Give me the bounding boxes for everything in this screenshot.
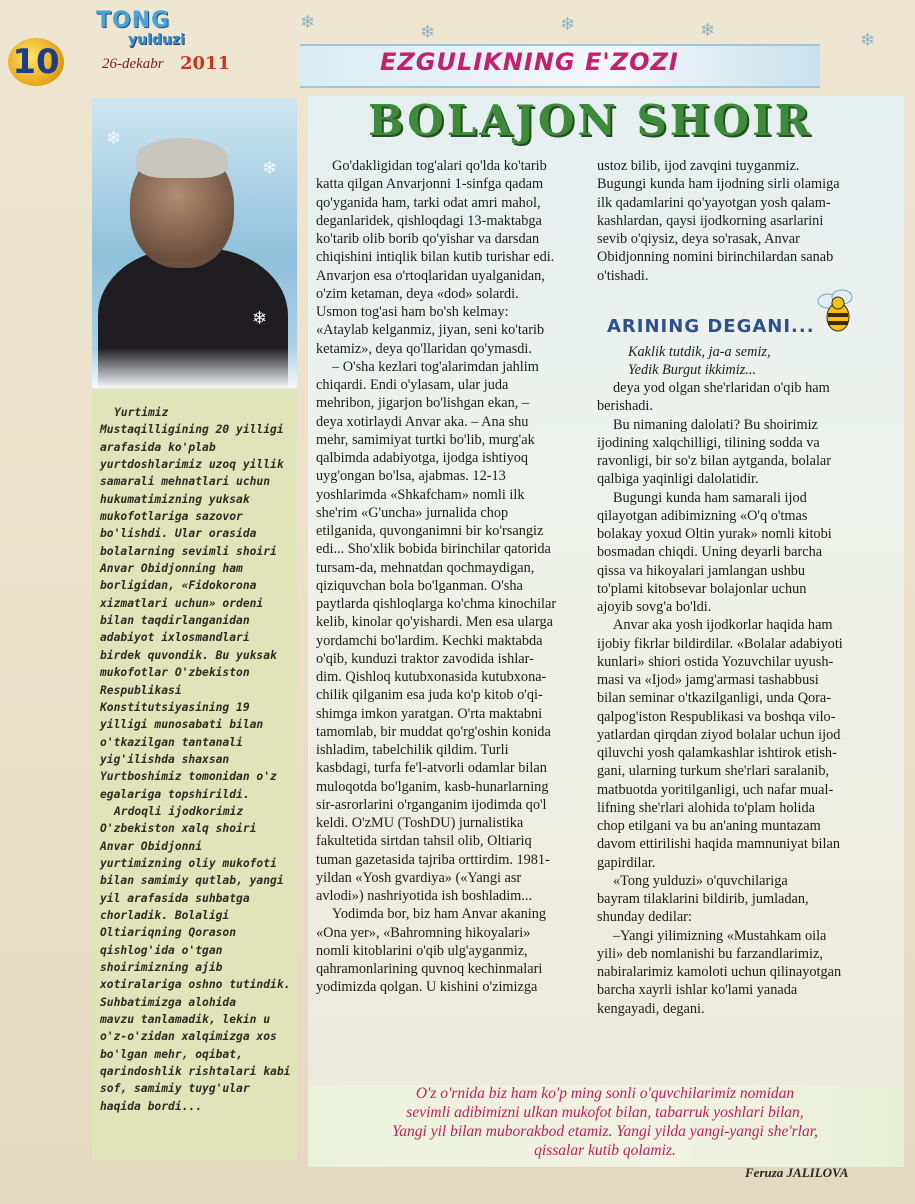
snowflake-icon: ❄ <box>300 12 316 32</box>
page-number: 10 <box>8 38 64 86</box>
article-line: matbuotda yoritilganligi, uch nafar mual- <box>597 781 834 798</box>
intro-line: mukofotlariga sazovor <box>100 510 243 524</box>
intro-line: Oltiariqning Qorason <box>100 926 237 940</box>
article-line: «Ataylab kelganmiz, jiyan, seni ko'tarib <box>316 322 545 339</box>
article-line: qalpog'iston Respublikasi va boshqa vilo- <box>597 708 836 725</box>
article-line: qalbiga yaqinligi dalolatidir. <box>597 471 759 488</box>
article-line: bayram tilaklarini bildirib, jumladan, <box>597 891 809 907</box>
intro-line: yurtdoshlarimiz uzoq yillik <box>100 458 284 472</box>
poem-line: Kaklik tutdik, ja-a semiz, <box>628 344 771 360</box>
article-line: yordamchi bo'lardim. Kechki maktabda <box>316 632 543 649</box>
intro-line: bilan samimiy qutlab, yangi <box>100 874 284 888</box>
article-line: muloqotda bo'lganim, kasb-hunarlarning <box>316 778 549 795</box>
article-line: –Yangi yilimizning «Mustahkam oila <box>613 927 827 944</box>
intro-line: Yurtimiz <box>114 406 169 419</box>
closing-line: O'z o'rnida biz ham ko'p ming sonli o'quvchilarimiz nomidan <box>415 1085 795 1102</box>
issue-date: 26-dekabr <box>102 56 164 72</box>
article-title: BOLAJON SHOIR <box>368 96 813 145</box>
article-line: o'zim ketaman, deya «dod» solardi. <box>316 285 519 302</box>
logo-yulduzi: yulduzi <box>128 32 185 48</box>
intro-line: Respublikasi <box>100 683 182 697</box>
article-line: qiziquvchan bola bo'lganman. O'sha <box>316 577 523 594</box>
article-line: nomli kitoblarini o'qib ulg'ayganmiz, <box>316 942 528 959</box>
article-line: bilan seminar o'tkazilganligi, unda Qora- <box>597 690 832 707</box>
article-line: Usmon tog'asi ham bo'sh kelmay: <box>316 304 509 320</box>
article-line: to'plami kitobsevar bolajonlar uchun <box>597 580 807 597</box>
snowflake-icon: ❄ <box>106 128 122 148</box>
article-line: chiqishini intiqlik bilan kutib turishar edi. <box>316 249 555 266</box>
article-column-2-top <box>597 157 897 285</box>
article-line: tursam-da, mehnatdan qochmaydigan, <box>316 559 535 576</box>
article-line: yatlardan qirqdan ziyod bolalar uchun ijod <box>597 726 841 743</box>
article-line: paytlarda qishloqlarga ko'chma kinochilar <box>316 596 557 612</box>
article-line: kasbdagi, turfa fe'l-atvorli odamlar bilan <box>316 760 547 777</box>
snowflake-icon: ❄ <box>560 14 576 34</box>
section-subheading: ARINING DEGANI... <box>607 316 815 337</box>
article-line: avlodi») nashriyotida ish boshladim... <box>316 888 533 904</box>
article-line: uyg'ongan bo'lsa, ajabmas. 12-13 <box>316 468 506 485</box>
snowflake-icon: ❄ <box>700 20 716 40</box>
article-line: shimga imkon yaratgan. O'rta maktabni <box>316 705 543 722</box>
intro-line: Anvar Obidjonni <box>100 839 203 853</box>
article-line: katta qilgan Anvarjonni 1-sinfga qadam <box>316 176 544 193</box>
article-line: Bu nimaning dalolati? Bu shoirimiz <box>613 416 818 433</box>
article-line: ilk qadamlarini qo'yayotgan yosh qalam- <box>597 194 831 211</box>
article-line: keldi. O'zMU (ToshDU) jurnalistika <box>316 815 524 831</box>
intro-line: bolalarning sevimli shoiri <box>100 544 277 558</box>
author-photo <box>92 98 297 388</box>
intro-line: sof, samimiy tuyg'ular <box>100 1082 250 1096</box>
article-line: Yodimda bor, biz ham Anvar akaning <box>332 906 546 923</box>
article-line: chilik qilganim esa juda ko'p kitob o'qi- <box>316 687 543 704</box>
article-column-1 <box>316 157 592 997</box>
intro-line: chorladik. Bolaligi <box>100 908 230 922</box>
snowflake-icon: ❄ <box>252 308 268 328</box>
intro-line: yilligi munosabati bilan <box>100 718 264 732</box>
article-line: masi va «Ijod» jamg'armasi tashabbusi <box>597 672 819 688</box>
author-signature: Feruza JALILOVA <box>745 1165 849 1180</box>
article-line: Anvarjon esa o'rtoqlaridan uyalganidan, <box>316 267 545 284</box>
article-line: dim. Qishloq kutubxonasida kutubxona- <box>316 669 547 685</box>
intro-line: bilan taqdirlanganidan <box>100 614 250 628</box>
intro-line: Mustaqilligining 20 yilligi <box>100 423 284 437</box>
poem-quote <box>628 343 828 380</box>
article-line: ijodining xalqchilligi, tilining sodda va <box>597 434 820 451</box>
article-line: yildan «Yosh gvardiya» («Yangi asr <box>316 869 522 886</box>
article-line: «Ona yer», «Bahromning hikoyalari» <box>316 924 531 941</box>
article-line: yoshlarimda «Shkafcham» nomli ilk <box>316 486 525 503</box>
intro-line: hukumatimizning yuksak <box>100 492 250 506</box>
snowflake-icon: ❄ <box>420 22 436 42</box>
intro-line: yurtimizning oliy mukofoti <box>100 856 277 870</box>
article-line: ijobiy fikrlar bildirdilar. «Bolalar adabiyoti <box>597 635 843 652</box>
article-line: ravonligi, bir so'z bilan aytganda, bolalar <box>597 453 832 469</box>
article-line: bolakay yoxud Oltin yurak» nomli kitobi <box>597 526 832 542</box>
article-column-2 <box>597 379 897 1018</box>
article-line: tamomlab, bir muddat qo'rg'oshin konida <box>316 723 551 740</box>
article-line: «Tong yulduzi» o'quvchilariga <box>613 872 788 889</box>
article-line: gapirdilar. <box>597 854 656 871</box>
article-line: Obidjonning nomini birinchilardan sanab <box>597 249 834 266</box>
article-line: mehr, samimiyat turtki bo'lib, murg'ak <box>316 431 535 448</box>
article-line: qilayotgan adibimizning «O'q o'tmas <box>597 507 808 524</box>
article-line: o'tishadi. <box>597 267 649 284</box>
article-line: bosmadan chiqdi. Uning deyarli barcha <box>597 544 823 561</box>
article-line: chiqardi. Endi o'ylasam, ular juda <box>316 377 509 393</box>
intro-line: egalariga topshirildi. <box>100 787 250 801</box>
closing-text <box>310 1084 900 1160</box>
snowflake-icon: ❄ <box>262 158 278 178</box>
intro-line: xizmatlari uchun» ordeni <box>100 596 264 610</box>
article-line: Bugungi kunda ham ijodning sirli olamiga <box>597 176 840 193</box>
snowflake-icon: ❄ <box>860 30 876 50</box>
article-line: berishadi. <box>597 398 653 415</box>
article-line: qo'yganida ham, tarki odat amri mahol, <box>316 194 541 211</box>
bee-icon <box>810 285 865 340</box>
article-line: qiluvchi yosh qalamkashlar ishtirok etish- <box>597 745 837 761</box>
article-line: ketamiz», deya qo'llaridan qo'ymasdi. <box>316 340 532 357</box>
article-line: qalbimda adabiyotga, ijodga ishtiyoq <box>316 450 529 466</box>
intro-line: qishlog'ida o'tgan <box>100 943 223 957</box>
article-line: kunlari» shiori ostida Yozuvchilar uyush- <box>597 653 834 670</box>
intro-line: mukofotlar O'zbekiston <box>100 666 250 680</box>
closing-line: qissalar kutib qolamiz. <box>534 1142 676 1159</box>
article-line: deya xotirlaydi Anvar aka. – Ana shu <box>316 413 529 430</box>
article-line: Bugungi kunda ham samarali ijod <box>613 489 807 506</box>
article-line: kelib, kinolar qo'yishardi. Men esa ularga <box>316 614 553 631</box>
article-line: ko'tarib olib borib qo'yishar va darsdan <box>316 231 540 247</box>
article-line: fakultetida sirtdan tahsil olib, Oltiariq <box>316 833 532 850</box>
article-line: kengayadi, degani. <box>597 1000 705 1017</box>
article-line: ishladim, tabelchilik qildim. Turli <box>316 742 509 758</box>
intro-line: samarali mehnatlari uchun <box>100 475 271 489</box>
article-line: tuman gazetasida tajriba orttirdim. 1981- <box>316 851 550 868</box>
closing-line: sevimli adibimizni ulkan mukofot bilan, tabarruk yoshlari bilan, <box>406 1104 804 1121</box>
rubric-title: EZGULIKNING E'ZOZI <box>380 48 679 76</box>
article-line: gani, ularning turkum she'rlari saralanib, <box>597 763 830 780</box>
article-line: yodimizda qolgan. U kishini o'zimizga <box>316 979 538 996</box>
intro-line: Ardoqli ijodkorimiz <box>114 804 244 818</box>
intro-line: arafasida ko'plab <box>100 440 216 454</box>
intro-line: xotiralariga oshno tutindik. <box>100 978 291 992</box>
intro-line: Yurtboshimiz tomonidan o'z <box>100 770 277 784</box>
intro-line: yig'ilishda shaxsan <box>100 752 230 766</box>
issue-year: 2011 <box>180 53 231 74</box>
article-line: etilganida, quvonganimni bir ko'rsangiz <box>316 523 544 539</box>
intro-line: shoirimizning ajib <box>100 961 223 974</box>
intro-line: haqida bordi... <box>100 1099 203 1113</box>
intro-line: bo'lgan mehr, oqibat, <box>100 1047 243 1061</box>
article-line: Anvar aka yosh ijodkorlar haqida ham <box>613 617 833 634</box>
article-line: barcha xayrli ishlar ko'lami yanada <box>597 982 798 999</box>
article-line: edi... Sho'xlik bobida birinchilar qatorida <box>316 541 551 558</box>
intro-line: o'z-o'zidan xalqimizga xos <box>100 1030 277 1044</box>
intro-sidebar <box>92 390 297 1160</box>
intro-line: borligidan, «Fidokorona <box>100 579 257 593</box>
article-line: Go'dakligidan tog'alari qo'lda ko'tarib <box>332 158 547 174</box>
intro-line: bo'lishdi. Ular orasida <box>100 527 257 541</box>
closing-line: Yangi yil bilan muborakbod etamiz. Yangi yilda yangi-yangi she'rlar, <box>392 1123 818 1140</box>
article-line: kashlardan, qaysi ijodkorning asarlarini <box>597 212 824 229</box>
article-line: sevib o'qiysiz, deya so'rasak, Anvar <box>597 231 800 247</box>
logo-tong: TONG <box>96 8 171 33</box>
intro-line: O'zbekiston xalq shoiri <box>100 822 257 836</box>
article-line: ajoyib sovg'a bo'ldi. <box>597 599 712 615</box>
article-line: qahramonlarining quvnoq kechinmalari <box>316 961 543 977</box>
article-line: deganlaridek, qishloqdagi 13-maktabga <box>316 212 542 229</box>
article-line: nabiralarimiz kamoloti uchun qilinayotgan <box>597 964 842 980</box>
intro-line: Suhbatimizga alohida <box>100 995 237 1009</box>
article-line: yili» deb nomlanishi bu farzandlarimiz, <box>597 945 823 962</box>
intro-line: Anvar Obidjonning ham <box>100 562 243 576</box>
article-line: sir-asrorlarini o'rganganim ijodimda qo'l <box>316 796 547 813</box>
intro-line: birdek quvondik. Bu yuksak <box>100 648 277 662</box>
article-line: chop etilgani va bu an'aning muntazam <box>597 818 821 834</box>
intro-line: o'tkazilgan tantanali <box>100 735 243 749</box>
intro-line: mavzu tanlamadik, lekin u <box>100 1013 271 1027</box>
article-line: deya yod olgan she'rlaridan o'qib ham <box>613 380 830 396</box>
intro-line: qarindoshlik rishtalari kabi <box>100 1065 291 1079</box>
article-line: lifning she'rlari alohida to'plam holida <box>597 799 815 816</box>
article-line: mehribon, jigarjon bo'lishgan ekan, – <box>316 395 530 412</box>
article-line: ustoz bilib, ijod zavqini tuyganmiz. <box>597 158 800 174</box>
intro-line: adabiyot ixlosmandlari <box>100 631 250 645</box>
intro-line: yil arafasida suhbatga <box>100 891 250 905</box>
poem-line: Yedik Burgut ikkimiz... <box>628 362 757 379</box>
intro-line: Konstitutsiyasining 19 <box>100 700 250 714</box>
article-line: shunday dedilar: <box>597 909 692 926</box>
article-line: davom ettirilishi haqida mamnuniyat bilan <box>597 836 840 853</box>
intro-text <box>100 404 292 1115</box>
article-line: – O'sha kezlari tog'alarimdan jahlim <box>332 358 539 375</box>
article-line: qissa va hikoyalari jamlangan ushbu <box>597 562 806 579</box>
article-line: o'qib, kunduzi traktor zavodida ishlar- <box>316 650 534 667</box>
article-line: she'rim «G'uncha» jurnalida chop <box>316 504 509 521</box>
